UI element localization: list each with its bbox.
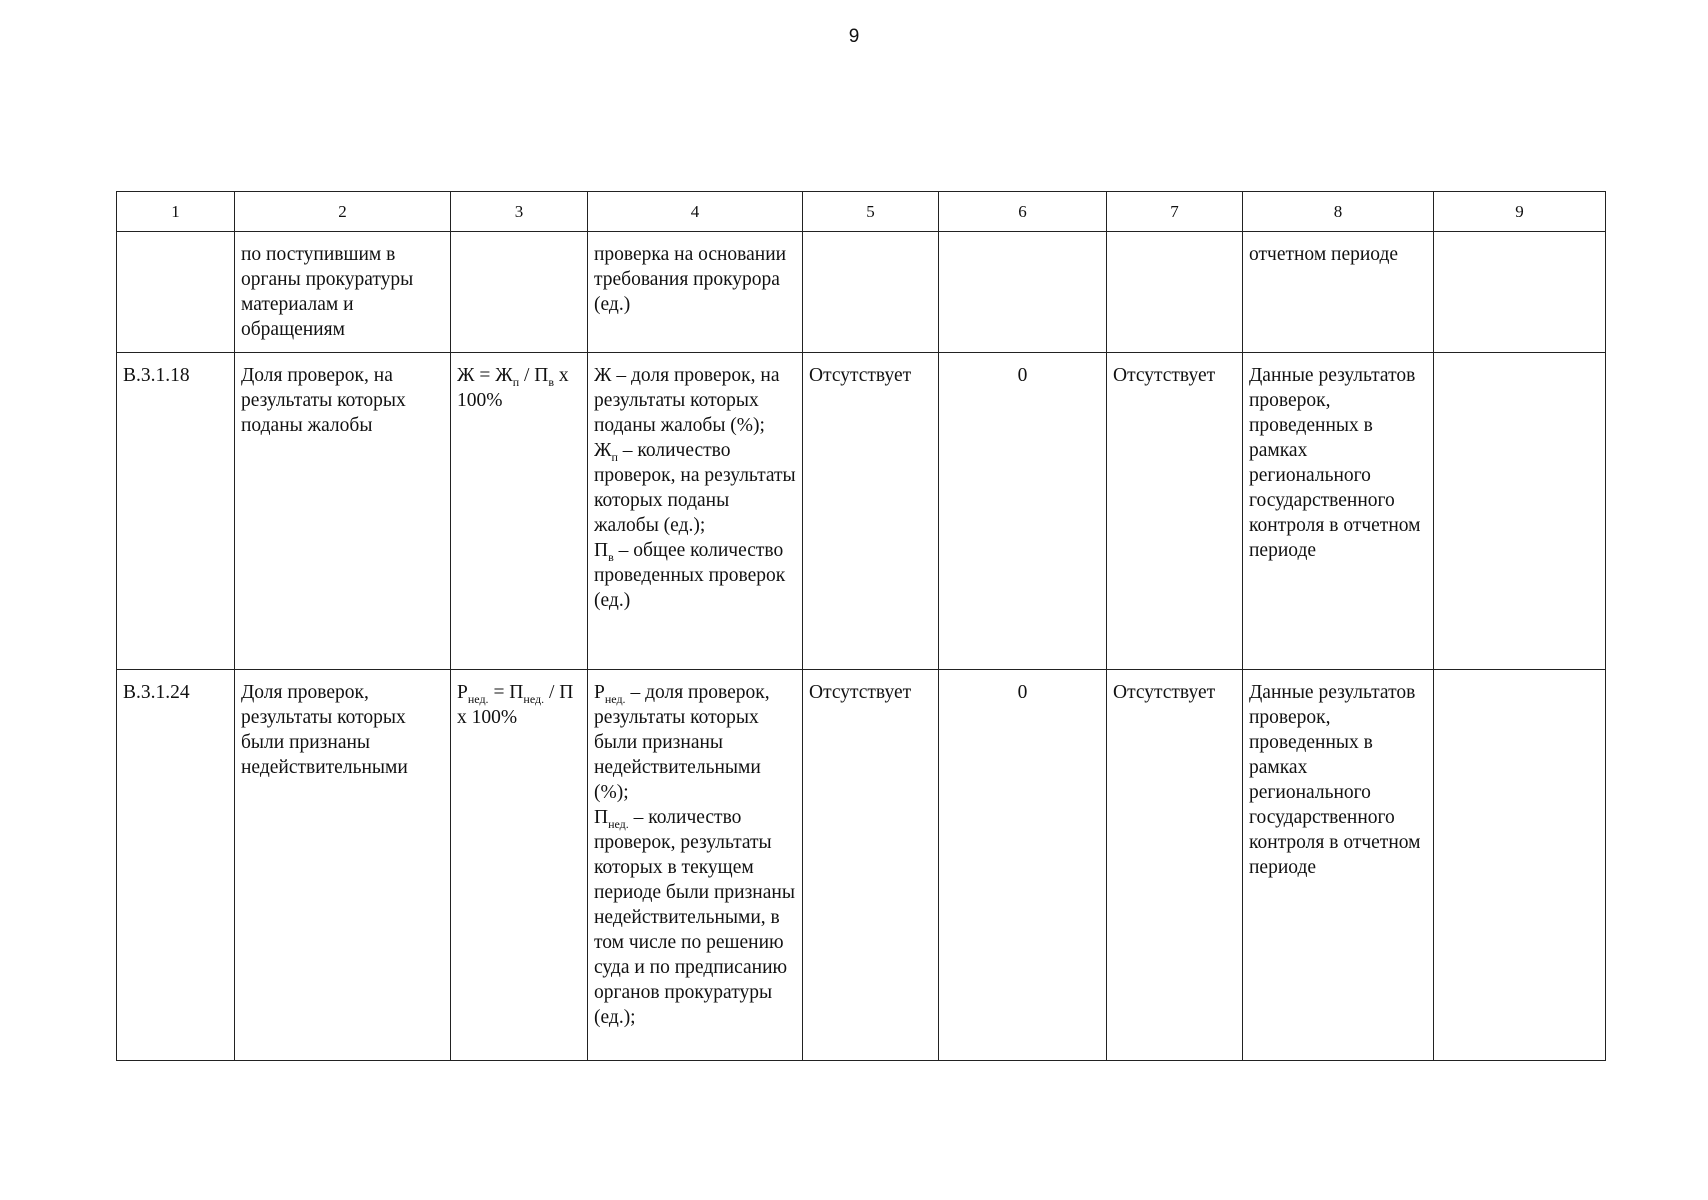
definition-line [594,805,796,1030]
column-7-value: Отсутствует [1107,670,1243,1061]
definition-line [594,363,796,438]
base-value-cell: Отсутствует [803,353,939,670]
formula-subscript: нед. [467,691,489,706]
column-number-cell: 4 [588,192,803,232]
definitions-cell [588,353,803,670]
indicator-name: Доля проверок, результаты которых были признаны недействительными [235,670,451,1061]
column-6-value: 0 [939,670,1107,1061]
formula-subscript: п [512,374,520,389]
table-row [117,353,1606,670]
definition-subscript: нед. [604,691,626,706]
column-9-cell [1434,232,1606,353]
definition-line [594,538,796,613]
formula-subscript: в [548,374,555,389]
column-number-cell: 9 [1434,192,1606,232]
formula-part: Р [457,682,468,703]
source-cell: Данные результатов проверок, проведенных в рамках регионального государственного контроля в отчетном периоде [1243,670,1434,1061]
table-row [117,670,1606,1061]
column-7-cell [1107,232,1243,353]
definition-text: – количество проверок, результаты которых в текущем периоде были признаны недействительными, в том числе по решению суда и по предписанию органов прокуратуры (ед.); [594,807,795,1028]
column-9-cell [1434,670,1606,1061]
definitions-cell [588,670,803,1061]
definition-text: – общее количество проведенных проверок (ед.) [594,540,786,611]
definition-symbol: Ж [594,440,612,461]
source-cell: отчетном периоде [1243,232,1434,353]
column-number-cell: 1 [117,192,235,232]
column-number-cell: 5 [803,192,939,232]
definition-line [594,438,796,538]
formula-cell [451,232,588,353]
definition-subscript: в [608,549,614,564]
column-number-cell: 7 [1107,192,1243,232]
indicator-name: Доля проверок, на результаты которых поданы жалобы [235,353,451,670]
definition-line [594,680,796,805]
indicators-table [116,191,1606,1061]
code-cell [117,232,235,353]
column-number-cell: 2 [235,192,451,232]
page-number: 9 [848,26,860,47]
indicator-code: В.3.1.18 [117,353,235,670]
continuation-row [117,232,1606,353]
definition-symbol: П [594,540,609,561]
column-7-value: Отсутствует [1107,353,1243,670]
formula-cell [451,670,588,1061]
formula-cell [451,353,588,670]
column-number-cell: 6 [939,192,1107,232]
column-6-value: 0 [939,353,1107,670]
column-6-cell [939,232,1107,353]
definitions-cell: проверка на основании требования прокурора (ед.) [588,232,803,353]
base-value-cell [803,232,939,353]
formula-part: = П [488,682,524,703]
column-number-cell: 3 [451,192,588,232]
definition-subscript: п [611,449,618,464]
formula-subscript: нед. [523,691,545,706]
formula-part: х 100% [457,365,569,411]
formula-part: / П х 100% [457,682,574,728]
definition-text: – доля проверок, результаты которых были признаны недействительными (%); [594,682,770,803]
source-cell: Данные результатов проверок, проведенных в рамках регионального государственного контроля в отчетном периоде [1243,353,1434,670]
definition-subscript: нед. [608,816,629,831]
definition-symbol: П [594,807,609,828]
definition-text: – количество проверок, на результаты которых поданы жалобы (ед.); [594,440,796,536]
column-number-row [117,192,1606,232]
indicator-code: В.3.1.24 [117,670,235,1061]
indicator-name-cell: по поступившим в органы прокуратуры материалам и обращениям [235,232,451,353]
formula-part: Ж = Ж [457,365,513,386]
definition-symbol: Ж [594,365,612,386]
column-number-cell: 8 [1243,192,1434,232]
column-9-cell [1434,353,1606,670]
definition-text: – доля проверок, на результаты которых поданы жалобы (%); [594,365,780,436]
formula-part: / П [519,365,549,386]
definition-symbol: Р [594,682,605,703]
base-value-cell: Отсутствует [803,670,939,1061]
